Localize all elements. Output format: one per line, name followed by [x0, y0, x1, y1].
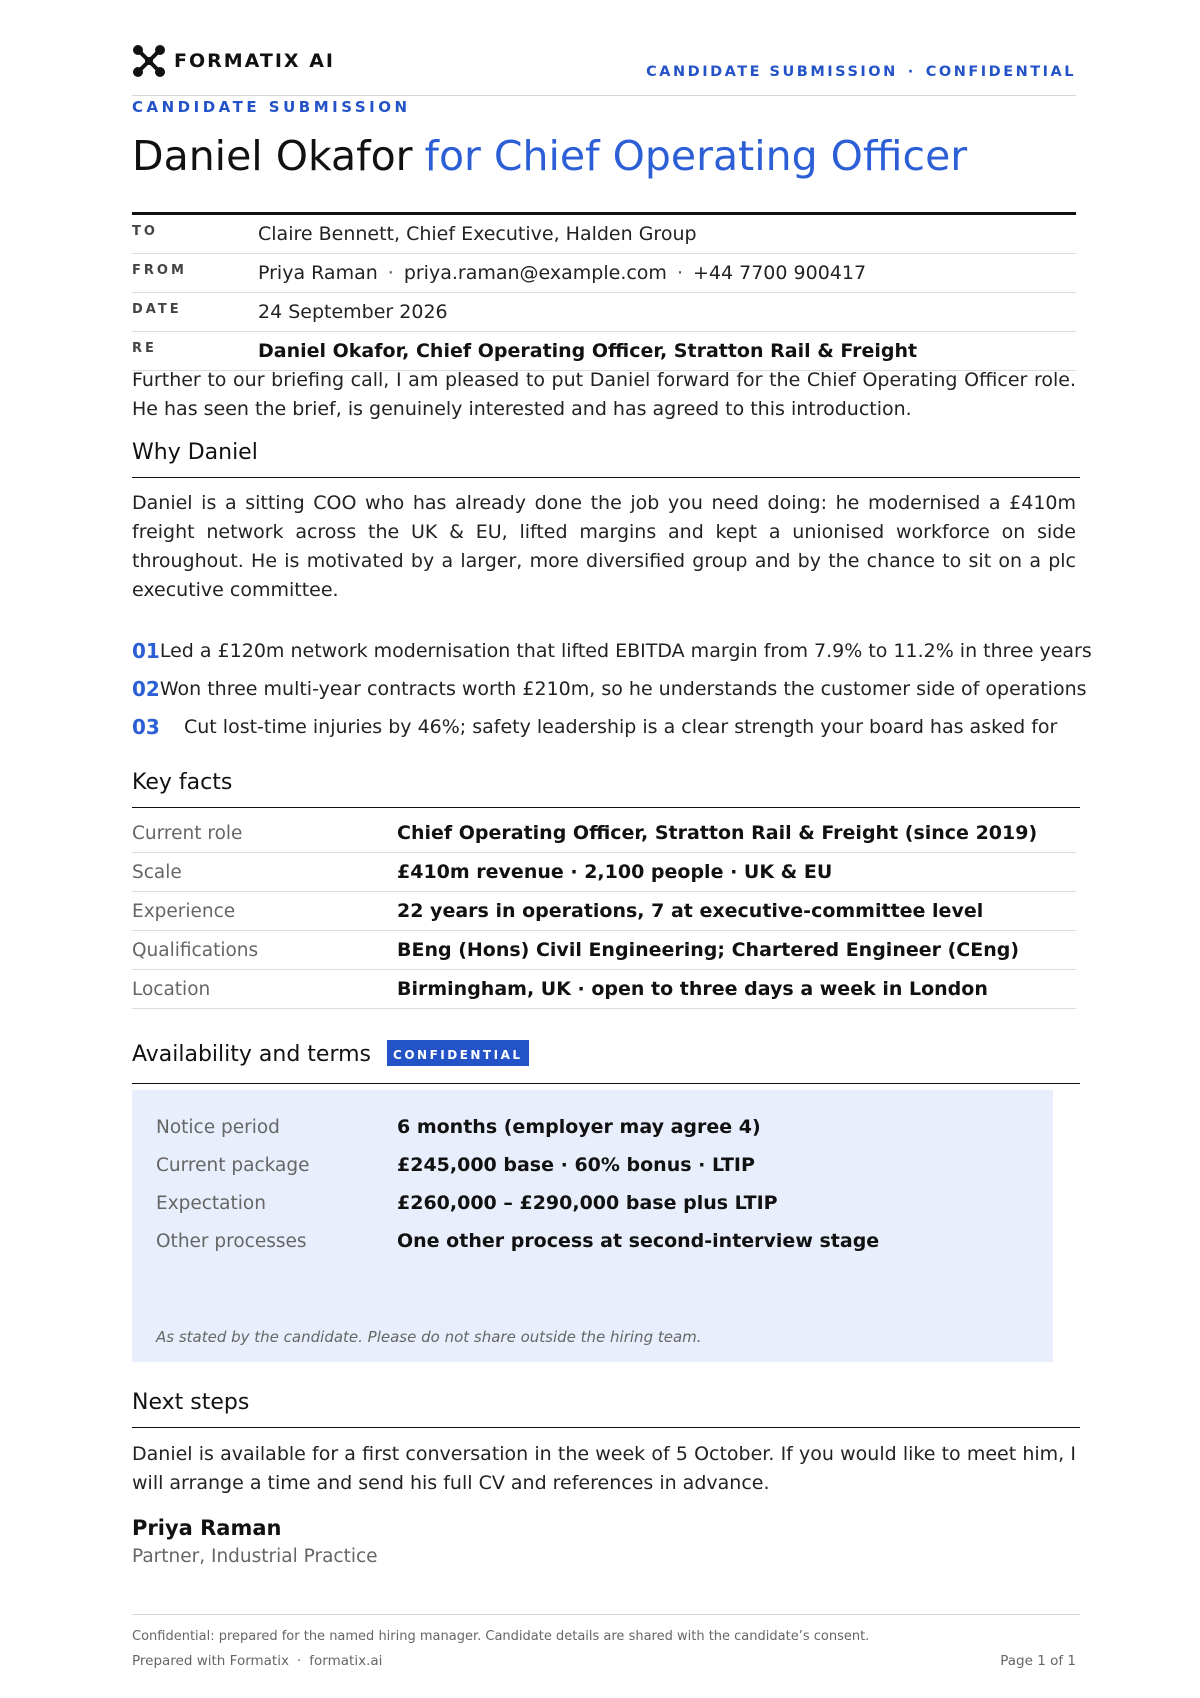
item-text: Led a £120m network modernisation that lifted EBITDA margin from 7.9% to 11.2% in three years	[159, 640, 1092, 662]
memo-label: DATE	[132, 302, 182, 317]
fact-value: Birmingham, UK · open to three days a week in London	[397, 978, 988, 1000]
separator: ·	[296, 1653, 302, 1669]
header-confidential: CONFIDENTIAL	[925, 64, 1076, 80]
separator: ·	[676, 262, 683, 284]
separator: ·	[387, 262, 394, 284]
doc-eyebrow: CANDIDATE SUBMISSION	[132, 98, 411, 116]
section-heading-facts: Key facts	[132, 770, 1080, 808]
list-item	[132, 670, 1087, 708]
fact-label: Current role	[132, 822, 243, 844]
table-row	[132, 970, 1076, 1009]
fact-label: Experience	[132, 900, 236, 922]
doc-title	[132, 132, 967, 180]
sender-email[interactable]: priya.raman@example.com	[403, 262, 667, 284]
table-row	[156, 1146, 1029, 1184]
term-label: Current package	[156, 1154, 310, 1176]
section-heading-why: Why Daniel	[132, 440, 1080, 478]
fact-label: Qualifications	[132, 939, 259, 961]
table-row	[156, 1184, 1029, 1222]
fact-value: 22 years in operations, 7 at executive-committee level	[397, 900, 984, 922]
highlights-list	[132, 632, 1092, 746]
memo-value: 24 September 2026	[258, 301, 448, 323]
terms-note: As stated by the candidate. Please do not share outside the hiring team.	[156, 1328, 702, 1346]
page-footer	[132, 1614, 1080, 1669]
memo-row-date	[132, 293, 1076, 332]
next-steps-paragraph: Daniel is available for a first conversation in the week of 5 October. If you would like to meet him, I will arrange a time and send his full CV and references in advance.	[132, 1443, 1076, 1494]
signoff-title: Partner, Industrial Practice	[132, 1546, 378, 1567]
sender-name: Priya Raman	[258, 262, 378, 284]
logo-wordmark: FORMATIX AI	[174, 50, 335, 72]
footer-prepared: Prepared with Formatix	[132, 1653, 289, 1669]
term-value: £260,000 – £290,000 base plus LTIP	[397, 1192, 778, 1214]
key-facts-table	[132, 814, 1076, 1009]
terms-heading-text: Availability and terms	[132, 1042, 372, 1067]
section-heading-next: Next steps	[132, 1390, 1080, 1428]
table-row	[132, 931, 1076, 970]
memo-row-to	[132, 215, 1076, 254]
table-row	[132, 892, 1076, 931]
term-label: Notice period	[156, 1116, 280, 1138]
item-text: Won three multi-year contracts worth £210m, so he understands the customer side of operations	[159, 678, 1087, 700]
terms-panel	[132, 1090, 1053, 1362]
item-number: 03	[132, 715, 160, 739]
term-value: 6 months (employer may agree 4)	[397, 1116, 761, 1138]
term-value: £245,000 base · 60% bonus · LTIP	[397, 1154, 755, 1176]
term-label: Expectation	[156, 1192, 266, 1214]
memo-header	[132, 212, 1076, 371]
candidate-name: Daniel Okafor	[132, 132, 413, 180]
term-value: One other process at second-interview stage	[397, 1230, 880, 1252]
item-text: Cut lost-time injuries by 46%; safety leadership is a clear strength your board has asked for	[184, 716, 1058, 738]
footer-disclaimer: Confidential: prepared for the named hiring manager. Candidate details are shared with the candidate’s consent.	[132, 1629, 870, 1644]
role-title: for Chief Operating Officer	[424, 132, 968, 180]
footer-credit	[132, 1653, 382, 1669]
header-classification	[646, 64, 1076, 80]
brand-logo	[132, 44, 335, 78]
signoff-name: Priya Raman	[132, 1516, 282, 1540]
list-item	[132, 632, 1092, 670]
sender-phone[interactable]: +44 7700 900417	[692, 262, 867, 284]
header-label: CANDIDATE SUBMISSION	[646, 64, 898, 80]
memo-value: Daniel Okafor, Chief Operating Officer, Stratton Rail & Freight	[258, 340, 918, 362]
memo-label: RE	[132, 341, 157, 356]
term-label: Other processes	[156, 1230, 307, 1252]
section-heading-terms	[132, 1040, 1080, 1084]
table-row	[132, 853, 1076, 892]
fact-value: BEng (Hons) Civil Engineering; Chartered Engineer (CEng)	[397, 939, 1020, 961]
memo-label: TO	[132, 224, 158, 239]
memo-row-from	[132, 254, 1076, 293]
fact-label: Location	[132, 978, 211, 1000]
formatix-logo-icon	[132, 44, 166, 78]
table-row	[132, 814, 1076, 853]
page-number: Page 1 of 1	[1000, 1653, 1076, 1669]
document-page	[132, 0, 1092, 1698]
table-row	[156, 1222, 1029, 1260]
memo-value	[258, 262, 866, 284]
intro-paragraph: Further to our briefing call, I am pleased to put Daniel forward for the Chief Operating Officer role. He has seen the brief, is genuinely interested and has agreed to this introduction.	[132, 369, 1076, 420]
memo-value: Claire Bennett, Chief Executive, Halden Group	[258, 223, 697, 245]
fact-value: Chief Operating Officer, Stratton Rail & Freight (since 2019)	[397, 822, 1038, 844]
fact-label: Scale	[132, 861, 182, 883]
fact-value: £410m revenue · 2,100 people · UK & EU	[397, 861, 833, 883]
item-number: 01	[132, 639, 160, 663]
header-separator: ·	[907, 64, 916, 80]
list-item	[132, 708, 1076, 746]
footer-site-link[interactable]: formatix.ai	[309, 1653, 383, 1669]
page-header	[132, 44, 1076, 96]
confidential-badge: CONFIDENTIAL	[387, 1040, 529, 1066]
item-number: 02	[132, 677, 160, 701]
why-paragraph: Daniel is a sitting COO who has already done the job you need doing: he modernised a £410m freight network across the UK & EU, lifted margins and kept a unionised workforce on side throughout. He is motivated by a larger, more diversified group and by the chance to sit on a plc executive committee.	[132, 492, 1076, 601]
memo-label: FROM	[132, 263, 187, 278]
table-row	[156, 1108, 1029, 1146]
